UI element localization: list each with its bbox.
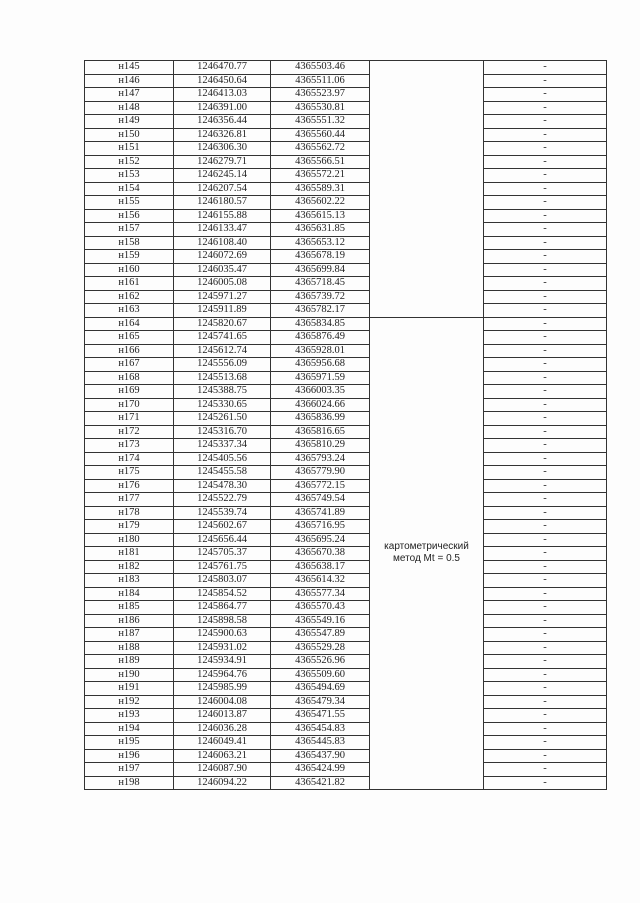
- y-coordinate-cell: 4365834.85: [271, 317, 370, 331]
- y-coordinate-cell: 4365670.38: [271, 547, 370, 561]
- y-coordinate-cell: 4366024.66: [271, 398, 370, 412]
- table-row: [85, 290, 607, 304]
- y-coordinate-cell: 4365560.44: [271, 128, 370, 142]
- dash-cell: -: [484, 763, 607, 777]
- y-coordinate-cell: 4365772.15: [271, 479, 370, 493]
- y-coordinate-cell: 4365741.89: [271, 506, 370, 520]
- point-name-cell: н169: [85, 385, 174, 399]
- table-row: [85, 169, 607, 183]
- y-coordinate-cell: 4365577.34: [271, 587, 370, 601]
- dash-cell: -: [484, 385, 607, 399]
- x-coordinate-cell: 1245388.75: [174, 385, 271, 399]
- table-row: [85, 142, 607, 156]
- dash-cell: -: [484, 682, 607, 696]
- y-coordinate-cell: 4365530.81: [271, 101, 370, 115]
- table-row: [85, 317, 607, 331]
- y-coordinate-cell: 4365749.54: [271, 493, 370, 507]
- point-name-cell: н157: [85, 223, 174, 237]
- point-name-cell: н181: [85, 547, 174, 561]
- dash-cell: -: [484, 101, 607, 115]
- point-name-cell: н195: [85, 736, 174, 750]
- dash-cell: -: [484, 88, 607, 102]
- dash-cell: -: [484, 209, 607, 223]
- x-coordinate-cell: 1246004.08: [174, 695, 271, 709]
- dash-cell: -: [484, 736, 607, 750]
- x-coordinate-cell: 1246470.77: [174, 61, 271, 75]
- dash-cell: -: [484, 641, 607, 655]
- y-coordinate-cell: 4365695.24: [271, 533, 370, 547]
- y-coordinate-cell: 4365836.99: [271, 412, 370, 426]
- y-coordinate-cell: 4365876.49: [271, 331, 370, 345]
- y-coordinate-cell: 4365614.32: [271, 574, 370, 588]
- dash-cell: -: [484, 155, 607, 169]
- y-coordinate-cell: 4365511.06: [271, 74, 370, 88]
- table-row: [85, 533, 607, 547]
- point-name-cell: н145: [85, 61, 174, 75]
- y-coordinate-cell: 4365572.21: [271, 169, 370, 183]
- dash-cell: -: [484, 358, 607, 372]
- point-name-cell: н186: [85, 614, 174, 628]
- table-row: [85, 655, 607, 669]
- y-coordinate-cell: 4365739.72: [271, 290, 370, 304]
- table-row: [85, 614, 607, 628]
- table-row: [85, 776, 607, 790]
- table-row: [85, 182, 607, 196]
- y-coordinate-cell: 4365956.68: [271, 358, 370, 372]
- point-name-cell: н152: [85, 155, 174, 169]
- point-name-cell: н175: [85, 466, 174, 480]
- method-text-line: метод Mt = 0.5: [393, 553, 460, 565]
- x-coordinate-cell: 1245705.37: [174, 547, 271, 561]
- point-name-cell: н180: [85, 533, 174, 547]
- x-coordinate-cell: 1246326.81: [174, 128, 271, 142]
- y-coordinate-cell: 4365971.59: [271, 371, 370, 385]
- point-name-cell: н183: [85, 574, 174, 588]
- point-name-cell: н182: [85, 560, 174, 574]
- table-row: [85, 304, 607, 318]
- y-coordinate-cell: 4365437.90: [271, 749, 370, 763]
- y-coordinate-cell: 4365454.83: [271, 722, 370, 736]
- y-coordinate-cell: 4366003.35: [271, 385, 370, 399]
- point-name-cell: н185: [85, 601, 174, 615]
- x-coordinate-cell: 1245820.67: [174, 317, 271, 331]
- y-coordinate-cell: 4365562.72: [271, 142, 370, 156]
- x-coordinate-cell: 1245761.75: [174, 560, 271, 574]
- y-coordinate-cell: 4365424.99: [271, 763, 370, 777]
- point-name-cell: н170: [85, 398, 174, 412]
- x-coordinate-cell: 1245405.56: [174, 452, 271, 466]
- y-coordinate-cell: 4365638.17: [271, 560, 370, 574]
- dash-cell: -: [484, 196, 607, 210]
- x-coordinate-cell: 1246049.41: [174, 736, 271, 750]
- point-name-cell: н187: [85, 628, 174, 642]
- point-name-cell: н167: [85, 358, 174, 372]
- dash-cell: -: [484, 331, 607, 345]
- x-coordinate-cell: 1245911.89: [174, 304, 271, 318]
- point-name-cell: н161: [85, 277, 174, 291]
- table-row: [85, 371, 607, 385]
- dash-cell: -: [484, 722, 607, 736]
- x-coordinate-cell: 1246155.88: [174, 209, 271, 223]
- y-coordinate-cell: 4365503.46: [271, 61, 370, 75]
- point-name-cell: н173: [85, 439, 174, 453]
- point-name-cell: н192: [85, 695, 174, 709]
- dash-cell: -: [484, 142, 607, 156]
- x-coordinate-cell: 1246413.03: [174, 88, 271, 102]
- point-name-cell: н150: [85, 128, 174, 142]
- x-coordinate-cell: 1246391.00: [174, 101, 271, 115]
- y-coordinate-cell: 4365653.12: [271, 236, 370, 250]
- y-coordinate-cell: 4365816.65: [271, 425, 370, 439]
- dash-cell: -: [484, 223, 607, 237]
- x-coordinate-cell: 1245602.67: [174, 520, 271, 534]
- y-coordinate-cell: 4365526.96: [271, 655, 370, 669]
- y-coordinate-cell: 4365570.43: [271, 601, 370, 615]
- point-name-cell: н163: [85, 304, 174, 318]
- table-row: [85, 412, 607, 426]
- table-row: [85, 506, 607, 520]
- y-coordinate-cell: 4365445.83: [271, 736, 370, 750]
- table-row: [85, 493, 607, 507]
- x-coordinate-cell: 1245864.77: [174, 601, 271, 615]
- method-cell: [370, 317, 484, 790]
- y-coordinate-cell: 4365810.29: [271, 439, 370, 453]
- table-row: [85, 763, 607, 777]
- dash-cell: -: [484, 587, 607, 601]
- x-coordinate-cell: 1245854.52: [174, 587, 271, 601]
- x-coordinate-cell: 1245898.58: [174, 614, 271, 628]
- x-coordinate-cell: 1245934.91: [174, 655, 271, 669]
- x-coordinate-cell: 1245455.58: [174, 466, 271, 480]
- table-row: [85, 263, 607, 277]
- x-coordinate-cell: 1245522.79: [174, 493, 271, 507]
- dash-cell: -: [484, 493, 607, 507]
- dash-cell: -: [484, 398, 607, 412]
- table-row: [85, 385, 607, 399]
- x-coordinate-cell: 1246072.69: [174, 250, 271, 264]
- x-coordinate-cell: 1246306.30: [174, 142, 271, 156]
- point-name-cell: н193: [85, 709, 174, 723]
- table-row: [85, 223, 607, 237]
- dash-cell: -: [484, 533, 607, 547]
- method-text-line: картометрический: [384, 541, 469, 553]
- dash-cell: -: [484, 439, 607, 453]
- table-row: [85, 641, 607, 655]
- point-name-cell: н168: [85, 371, 174, 385]
- x-coordinate-cell: 1245513.68: [174, 371, 271, 385]
- table-row: [85, 560, 607, 574]
- dash-cell: -: [484, 61, 607, 75]
- dash-cell: -: [484, 277, 607, 291]
- point-name-cell: н155: [85, 196, 174, 210]
- table-row: [85, 668, 607, 682]
- x-coordinate-cell: 1246356.44: [174, 115, 271, 129]
- y-coordinate-cell: 4365718.45: [271, 277, 370, 291]
- x-coordinate-cell: 1245261.50: [174, 412, 271, 426]
- table-row: [85, 682, 607, 696]
- x-coordinate-cell: 1245612.74: [174, 344, 271, 358]
- x-coordinate-cell: 1246279.71: [174, 155, 271, 169]
- table-row: [85, 520, 607, 534]
- x-coordinate-cell: 1245803.07: [174, 574, 271, 588]
- table-row: [85, 196, 607, 210]
- point-name-cell: н179: [85, 520, 174, 534]
- point-name-cell: н171: [85, 412, 174, 426]
- table-row: [85, 587, 607, 601]
- y-coordinate-cell: 4365421.82: [271, 776, 370, 790]
- point-name-cell: н146: [85, 74, 174, 88]
- point-name-cell: н177: [85, 493, 174, 507]
- table-row: [85, 466, 607, 480]
- dash-cell: -: [484, 628, 607, 642]
- point-name-cell: н164: [85, 317, 174, 331]
- x-coordinate-cell: 1246133.47: [174, 223, 271, 237]
- x-coordinate-cell: 1245478.30: [174, 479, 271, 493]
- x-coordinate-cell: 1246094.22: [174, 776, 271, 790]
- x-coordinate-cell: 1246207.54: [174, 182, 271, 196]
- dash-cell: -: [484, 776, 607, 790]
- point-name-cell: н154: [85, 182, 174, 196]
- y-coordinate-cell: 4365782.17: [271, 304, 370, 318]
- table-row: [85, 358, 607, 372]
- table-row: [85, 209, 607, 223]
- table-row: [85, 425, 607, 439]
- table-row: [85, 736, 607, 750]
- point-name-cell: н148: [85, 101, 174, 115]
- point-name-cell: н189: [85, 655, 174, 669]
- dash-cell: -: [484, 749, 607, 763]
- dash-cell: -: [484, 371, 607, 385]
- dash-cell: -: [484, 668, 607, 682]
- point-name-cell: н153: [85, 169, 174, 183]
- dash-cell: -: [484, 709, 607, 723]
- dash-cell: -: [484, 466, 607, 480]
- y-coordinate-cell: 4365549.16: [271, 614, 370, 628]
- x-coordinate-cell: 1245316.70: [174, 425, 271, 439]
- x-coordinate-cell: 1245656.44: [174, 533, 271, 547]
- x-coordinate-cell: 1246180.57: [174, 196, 271, 210]
- dash-cell: -: [484, 74, 607, 88]
- point-name-cell: н176: [85, 479, 174, 493]
- point-name-cell: н190: [85, 668, 174, 682]
- dash-cell: -: [484, 574, 607, 588]
- table-row: [85, 722, 607, 736]
- x-coordinate-cell: 1245985.99: [174, 682, 271, 696]
- dash-cell: -: [484, 452, 607, 466]
- point-name-cell: н147: [85, 88, 174, 102]
- dash-cell: -: [484, 236, 607, 250]
- y-coordinate-cell: 4365678.19: [271, 250, 370, 264]
- point-name-cell: н197: [85, 763, 174, 777]
- y-coordinate-cell: 4365529.28: [271, 641, 370, 655]
- table-row: [85, 547, 607, 561]
- table-row: [85, 601, 607, 615]
- table-row: [85, 88, 607, 102]
- dash-cell: -: [484, 614, 607, 628]
- y-coordinate-cell: 4365523.97: [271, 88, 370, 102]
- dash-cell: -: [484, 344, 607, 358]
- point-name-cell: н151: [85, 142, 174, 156]
- point-name-cell: н165: [85, 331, 174, 345]
- point-name-cell: н178: [85, 506, 174, 520]
- x-coordinate-cell: 1245741.65: [174, 331, 271, 345]
- point-name-cell: н162: [85, 290, 174, 304]
- x-coordinate-cell: 1246035.47: [174, 263, 271, 277]
- point-name-cell: н158: [85, 236, 174, 250]
- y-coordinate-cell: 4365779.90: [271, 466, 370, 480]
- table-row: [85, 277, 607, 291]
- coordinates-table: [84, 60, 607, 790]
- table-row: [85, 331, 607, 345]
- x-coordinate-cell: 1245964.76: [174, 668, 271, 682]
- dash-cell: -: [484, 479, 607, 493]
- dash-cell: -: [484, 250, 607, 264]
- dash-cell: -: [484, 601, 607, 615]
- table-row: [85, 695, 607, 709]
- x-coordinate-cell: 1246108.40: [174, 236, 271, 250]
- table-row: [85, 709, 607, 723]
- y-coordinate-cell: 4365631.85: [271, 223, 370, 237]
- y-coordinate-cell: 4365566.51: [271, 155, 370, 169]
- coordinates-table-body: [85, 61, 607, 790]
- y-coordinate-cell: 4365551.32: [271, 115, 370, 129]
- table-row: [85, 74, 607, 88]
- x-coordinate-cell: 1245556.09: [174, 358, 271, 372]
- table-row: [85, 574, 607, 588]
- point-name-cell: н172: [85, 425, 174, 439]
- table-row: [85, 128, 607, 142]
- table-row: [85, 479, 607, 493]
- y-coordinate-cell: 4365716.95: [271, 520, 370, 534]
- x-coordinate-cell: 1245931.02: [174, 641, 271, 655]
- table-row: [85, 115, 607, 129]
- dash-cell: -: [484, 182, 607, 196]
- table-row: [85, 250, 607, 264]
- point-name-cell: н198: [85, 776, 174, 790]
- x-coordinate-cell: 1246036.28: [174, 722, 271, 736]
- table-row: [85, 398, 607, 412]
- y-coordinate-cell: 4365547.89: [271, 628, 370, 642]
- y-coordinate-cell: 4365509.60: [271, 668, 370, 682]
- point-name-cell: н166: [85, 344, 174, 358]
- y-coordinate-cell: 4365479.34: [271, 695, 370, 709]
- y-coordinate-cell: 4365615.13: [271, 209, 370, 223]
- dash-cell: -: [484, 547, 607, 561]
- point-name-cell: н156: [85, 209, 174, 223]
- dash-cell: -: [484, 263, 607, 277]
- x-coordinate-cell: 1245971.27: [174, 290, 271, 304]
- dash-cell: -: [484, 520, 607, 534]
- point-name-cell: н159: [85, 250, 174, 264]
- point-name-cell: н196: [85, 749, 174, 763]
- point-name-cell: н194: [85, 722, 174, 736]
- x-coordinate-cell: 1245330.65: [174, 398, 271, 412]
- x-coordinate-cell: 1246450.64: [174, 74, 271, 88]
- dash-cell: -: [484, 412, 607, 426]
- point-name-cell: н188: [85, 641, 174, 655]
- point-name-cell: н184: [85, 587, 174, 601]
- point-name-cell: н149: [85, 115, 174, 129]
- table-row: [85, 236, 607, 250]
- y-coordinate-cell: 4365928.01: [271, 344, 370, 358]
- x-coordinate-cell: 1246005.08: [174, 277, 271, 291]
- x-coordinate-cell: 1246087.90: [174, 763, 271, 777]
- dash-cell: -: [484, 425, 607, 439]
- y-coordinate-cell: 4365471.55: [271, 709, 370, 723]
- dash-cell: -: [484, 169, 607, 183]
- table-row: [85, 344, 607, 358]
- dash-cell: -: [484, 317, 607, 331]
- table-row: [85, 749, 607, 763]
- x-coordinate-cell: 1245337.34: [174, 439, 271, 453]
- dash-cell: -: [484, 560, 607, 574]
- method-cell-empty: [370, 61, 484, 318]
- table-row: [85, 452, 607, 466]
- x-coordinate-cell: 1246013.87: [174, 709, 271, 723]
- table-row: [85, 439, 607, 453]
- y-coordinate-cell: 4365699.84: [271, 263, 370, 277]
- y-coordinate-cell: 4365602.22: [271, 196, 370, 210]
- x-coordinate-cell: 1246063.21: [174, 749, 271, 763]
- table-row: [85, 61, 607, 75]
- y-coordinate-cell: 4365589.31: [271, 182, 370, 196]
- table-row: [85, 628, 607, 642]
- dash-cell: -: [484, 506, 607, 520]
- y-coordinate-cell: 4365494.69: [271, 682, 370, 696]
- table-row: [85, 101, 607, 115]
- x-coordinate-cell: 1246245.14: [174, 169, 271, 183]
- point-name-cell: н160: [85, 263, 174, 277]
- dash-cell: -: [484, 695, 607, 709]
- dash-cell: -: [484, 115, 607, 129]
- dash-cell: -: [484, 304, 607, 318]
- dash-cell: -: [484, 128, 607, 142]
- y-coordinate-cell: 4365793.24: [271, 452, 370, 466]
- point-name-cell: н191: [85, 682, 174, 696]
- table-row: [85, 155, 607, 169]
- x-coordinate-cell: 1245539.74: [174, 506, 271, 520]
- point-name-cell: н174: [85, 452, 174, 466]
- x-coordinate-cell: 1245900.63: [174, 628, 271, 642]
- dash-cell: -: [484, 290, 607, 304]
- dash-cell: -: [484, 655, 607, 669]
